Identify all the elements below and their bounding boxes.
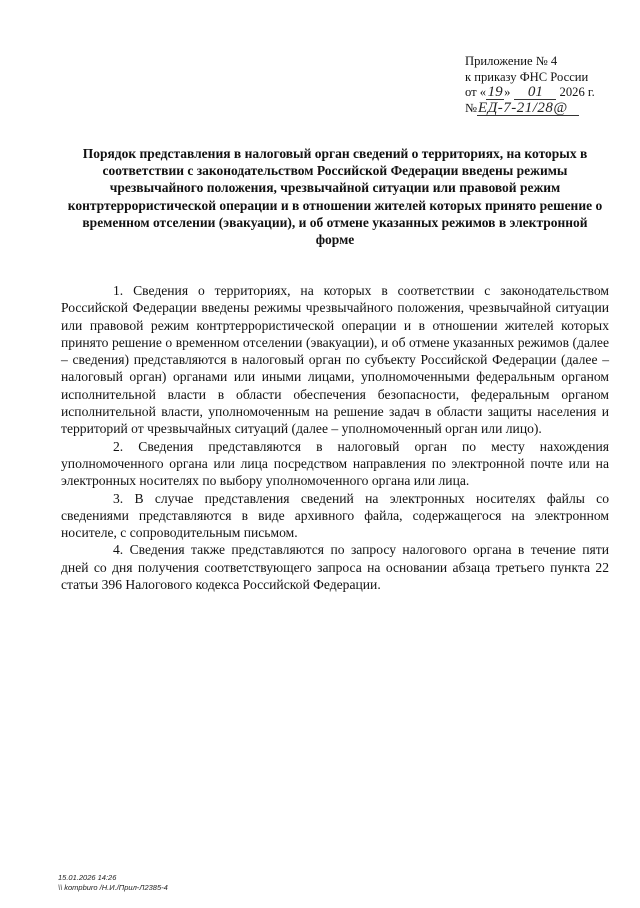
paragraph-2: 2. Сведения представляются в налоговый орган по месту нахождения уполномоченного органа или лица посредством направления по электронной почте или на электронных носителях по выбору уполномоченного органа или лица. — [61, 438, 609, 489]
document-title: Порядок представления в налоговый орган сведений о территориях, на которых в соответствии с законодательством Российской Федерации введены режимы чрезвычайного положения, чрезвычайной ситуации или правовой режим контртеррористической операции и в отношении жителей которых принято решение о временном отселении (эвакуации), и об отмене указанных режимов в электронной форме — [67, 146, 603, 248]
annex-order-ref: к приказу ФНС России — [465, 69, 589, 84]
annex-number: Приложение № 4 — [465, 54, 558, 68]
paragraph-4: 4. Сведения также представляются по запросу налогового органа в течение пяти дней со дня получения соответствующего запроса на основании абзаца третьего пункта 22 статьи 396 Налогового кодекса Российской Федерации. — [61, 542, 609, 593]
date-year: 2026 г. — [559, 85, 595, 99]
paragraph-3: 3. В случае представления сведений на электронных носителях файлы со сведениями представляются в виде архивного файла, содержащегося на электронном носителе, с сопроводительным письмом. — [61, 490, 609, 541]
date-day: 19 — [487, 84, 503, 100]
annex-header — [465, 54, 635, 116]
date-month: 01 — [514, 86, 556, 100]
print-path: \\ kompburo /Н.И./Прил-Л2385-4 — [58, 883, 168, 892]
annex-date-line — [465, 85, 635, 101]
date-prefix: от « — [465, 85, 487, 99]
annex-number-line — [465, 101, 635, 117]
number-prefix: № — [465, 100, 478, 115]
print-timestamp: 15.01.2026 14:26 — [58, 873, 117, 882]
date-mid: » — [504, 85, 511, 99]
paragraph-1: 1. Сведения о территориях, на которых в соответствии с законодательством Российской Федерации введены режимы чрезвычайного положения, чрезвычайной ситуации или правовой режим контртеррористической операции и в отношении жителей которых принято решение о временном отселении (эвакуации), и об отмене указанных режимов (далее – сведения) представляются в налоговый орган по субъекту Российской Федерации (далее – налоговый орган) органами или иными лицами, уполномоченными федеральным органом исполнительной власти в области обеспечения безопасности, федеральным органом исполнительной власти, уполномоченным на решение задач в области защиты населения и территорий от чрезвычайных ситуаций (далее – уполномоченный орган или лицо). — [61, 283, 609, 437]
print-footer — [58, 873, 168, 893]
order-number: ЕД-7-21/28@ — [477, 102, 579, 116]
document-body — [61, 282, 609, 593]
